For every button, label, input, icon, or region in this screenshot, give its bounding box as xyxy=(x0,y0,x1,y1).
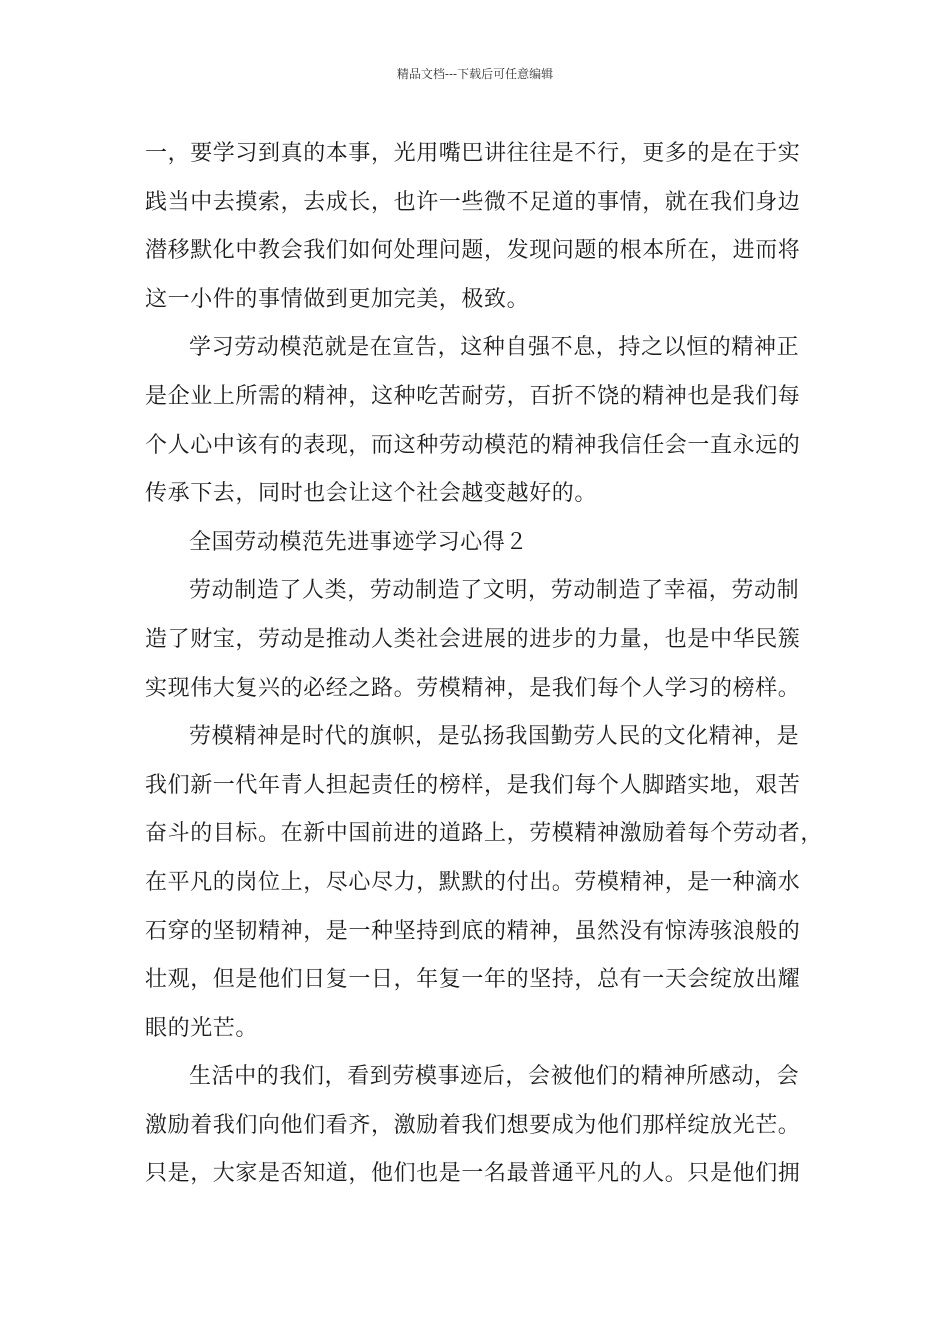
text-line: 生活中的我们，看到劳模事迹后，会被他们的精神所感动，会 xyxy=(189,1064,800,1090)
section-heading: 全国劳动模范先进事迹学习心得２ xyxy=(189,529,529,555)
text-line: 只是，大家是否知道，他们也是一名最普通平凡的人。只是他们拥 xyxy=(145,1161,801,1187)
text-line: 眼的光芒。 xyxy=(145,1015,259,1041)
text-line: 个人心中该有的表现，而这种劳动模范的精神我信任会一直永远的 xyxy=(145,432,801,458)
text-line: 激励着我们向他们看齐，激励着我们想要成为他们那样绽放光芒。 xyxy=(145,1112,801,1138)
text-line: 这一小件的事情做到更加完美，极致。 xyxy=(145,286,530,312)
text-line: 在平凡的岗位上，尽心尽力，默默的付出。劳模精神，是一种滴水 xyxy=(145,869,801,895)
text-line: 奋斗的目标。在新中国前进的道路上，劳模精神激励着每个劳动者， xyxy=(145,821,824,847)
page-header: 精品文档---下载后可任意编辑 xyxy=(396,67,554,81)
document-body xyxy=(145,130,824,1199)
text-line: 劳模精神是时代的旗帜，是弘扬我国勤劳人民的文化精神，是 xyxy=(189,724,800,750)
text-line: 造了财宝，劳动是推动人类社会进展的进步的力量，也是中华民簇 xyxy=(145,626,801,652)
text-line: 学习劳动模范就是在宣告，这种自强不息，持之以恒的精神正 xyxy=(189,335,800,361)
text-line: 我们新一代年青人担起责任的榜样，是我们每个人脚踏实地，艰苦 xyxy=(145,772,801,798)
text-line: 是企业上所需的精神，这种吃苦耐劳，百折不饶的精神也是我们每 xyxy=(145,383,801,409)
text-line: 践当中去摸索，去成长，也许一些微不足道的事情，就在我们身边 xyxy=(145,189,801,215)
text-line: 壮观，但是他们日复一日，年复一年的坚持，总有一天会绽放出耀 xyxy=(145,967,801,993)
text-line: 传承下去，同时也会让这个社会越变越好的。 xyxy=(145,481,598,507)
text-line: 石穿的坚韧精神，是一种坚持到底的精神，虽然没有惊涛骇浪般的 xyxy=(145,918,801,944)
text-line: 一，要学习到真的本事，光用嘴巴讲往往是不行，更多的是在于实 xyxy=(145,141,801,166)
text-line: 劳动制造了人类，劳动制造了文明，劳动制造了幸福，劳动制 xyxy=(189,578,800,604)
text-line: 实现伟大复兴的必经之路。劳模精神，是我们每个人学习的榜样。 xyxy=(145,675,801,701)
text-line: 潜移默化中教会我们如何处理问题，发现问题的根本所在，进而将 xyxy=(145,238,801,264)
